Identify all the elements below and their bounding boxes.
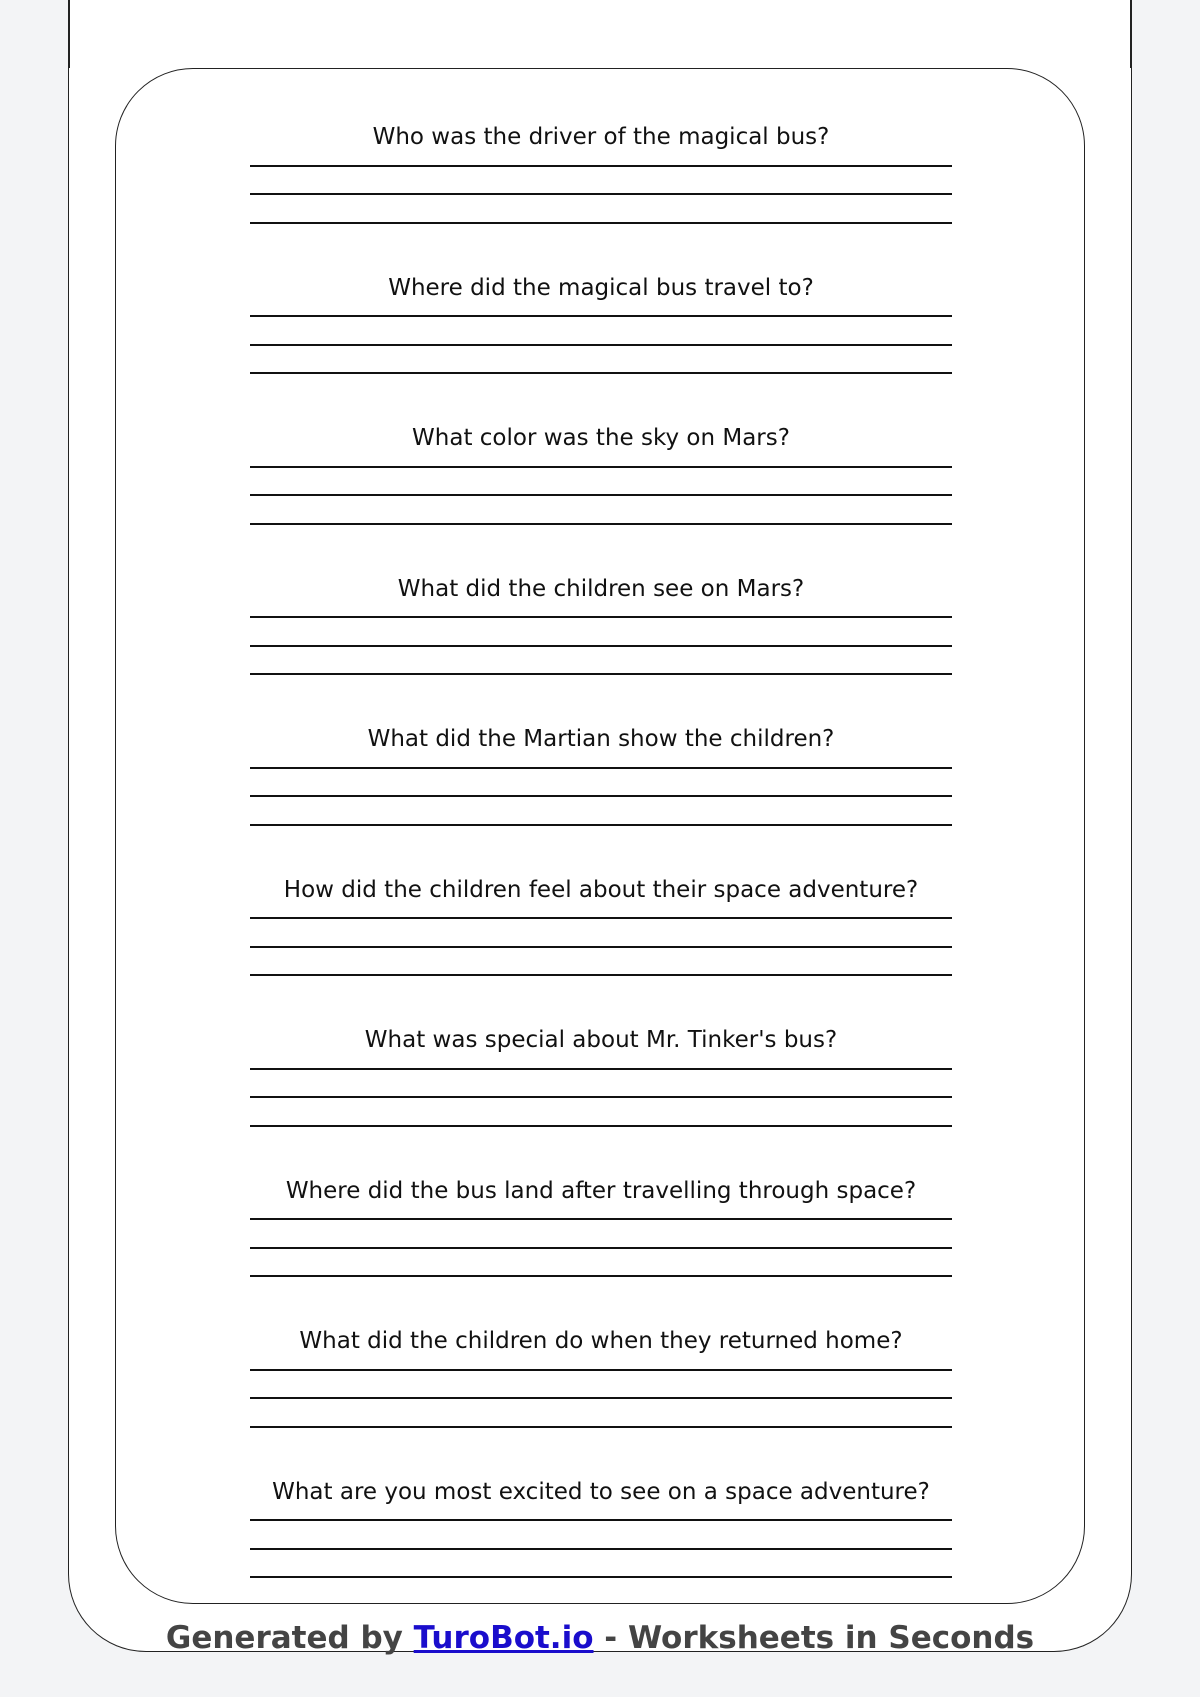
question-text: What color was the sky on Mars? (412, 425, 790, 451)
question-item (250, 871, 952, 1022)
answer-line[interactable] (250, 824, 952, 826)
turobot-link[interactable]: TuroBot.io (413, 1620, 594, 1656)
answer-line[interactable] (250, 523, 952, 525)
answer-line[interactable] (250, 193, 952, 195)
question-item (250, 419, 952, 570)
question-text: Where did the magical bus travel to? (388, 274, 814, 301)
answer-line[interactable] (250, 946, 952, 948)
answer-line[interactable] (250, 372, 952, 374)
answer-line[interactable] (250, 1548, 952, 1550)
question-list (250, 118, 952, 1623)
question-text: Who was the driver of the magical bus? (372, 124, 830, 150)
footer-suffix: - Worksheets in Seconds (593, 1620, 1035, 1656)
answer-line[interactable] (250, 344, 952, 346)
question-item (250, 1021, 952, 1172)
answer-line[interactable] (250, 1096, 952, 1098)
question-text: How did the children feel about their space adventure? (283, 876, 919, 903)
footer-credit (0, 1618, 1200, 1658)
answer-line[interactable] (250, 795, 952, 797)
answer-line[interactable] (250, 1576, 952, 1578)
answer-line[interactable] (250, 616, 952, 618)
answer-line[interactable] (250, 767, 952, 769)
question-item (250, 1322, 952, 1473)
answer-line[interactable] (250, 917, 952, 919)
question-item (250, 1473, 952, 1624)
question-text: What did the Martian show the children? (367, 726, 835, 752)
page-top-edge (0, 0, 1200, 68)
answer-line[interactable] (250, 315, 952, 317)
answer-line[interactable] (250, 1218, 952, 1220)
question-item (250, 720, 952, 871)
answer-line[interactable] (250, 1125, 952, 1127)
answer-line[interactable] (250, 466, 952, 468)
answer-line[interactable] (250, 1369, 952, 1371)
answer-line[interactable] (250, 1397, 952, 1399)
answer-line[interactable] (250, 1247, 952, 1249)
answer-line[interactable] (250, 974, 952, 976)
question-item (250, 570, 952, 721)
question-item (250, 1172, 952, 1323)
answer-line[interactable] (250, 494, 952, 496)
question-item (250, 269, 952, 420)
answer-line[interactable] (250, 1275, 952, 1277)
answer-line[interactable] (250, 1068, 952, 1070)
answer-line[interactable] (250, 222, 952, 224)
question-text: What did the children see on Mars? (397, 575, 805, 602)
question-text: What are you most excited to see on a space adventure? (272, 1478, 930, 1505)
answer-line[interactable] (250, 673, 952, 675)
answer-line[interactable] (250, 645, 952, 647)
question-text: What did the children do when they returned home? (299, 1328, 903, 1354)
answer-line[interactable] (250, 1519, 952, 1521)
answer-line[interactable] (250, 1426, 952, 1428)
answer-line[interactable] (250, 165, 952, 167)
question-item (250, 118, 952, 269)
footer-prefix: Generated by (165, 1620, 414, 1656)
question-text: Where did the bus land after travelling through space? (285, 1177, 917, 1204)
question-text: What was special about Mr. Tinker's bus? (364, 1027, 838, 1053)
